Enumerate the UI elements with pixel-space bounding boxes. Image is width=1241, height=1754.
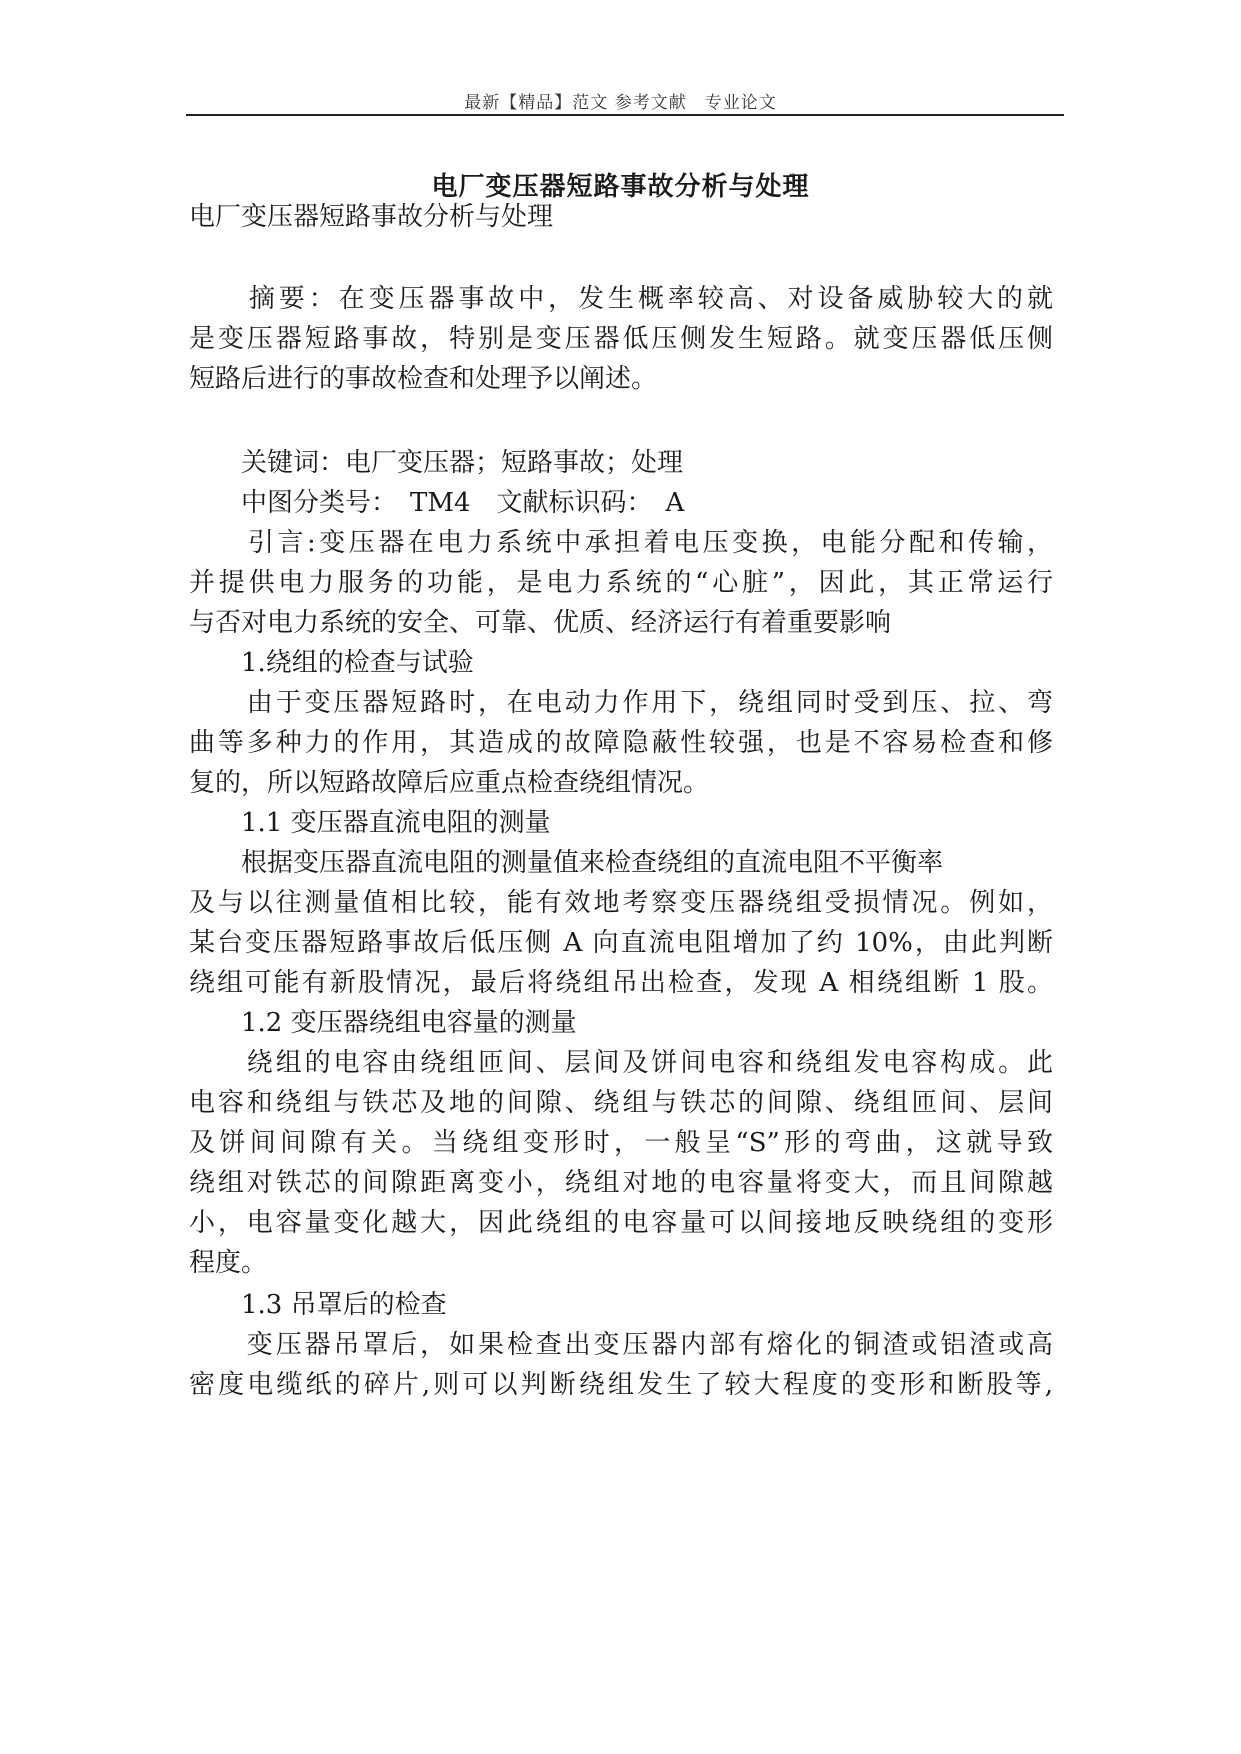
header-divider — [186, 114, 1064, 116]
body-line: 绕组的电容由绕组匝间、层间及饼间电容和绕组发电容构成。此 — [189, 1048, 1053, 1078]
body-line: 由于变压器短路时，在电动力作用下，绕组同时受到压、拉、弯 — [189, 688, 1053, 718]
body-line: 某台变压器短路事故后低压侧 A 向直流电阻增加了约 10%，由此判断 — [189, 928, 1053, 958]
section-heading: 1.绕组的检查与试验 — [189, 648, 474, 678]
body-line: 变压器吊罩后，如果检查出变压器内部有熔化的铜渣或铝渣或高 — [189, 1330, 1053, 1360]
body-line: 引言:变压器在电力系统中承担着电压变换，电能分配和传输， — [189, 528, 1053, 558]
keywords-line: 关键词：电厂变压器；短路事故；处理 — [189, 448, 684, 478]
body-line: 是变压器短路事故，特别是变压器低压侧发生短路。就变压器低压侧 — [189, 324, 1053, 354]
header-text: 最新【精品】范文 参考文献 专业论文 — [464, 93, 777, 113]
body-line: 及与以往测量值相比较，能有效地考察变压器绕组受损情况。例如， — [189, 888, 1053, 918]
body-line: 复的，所以短路故障后应重点检查绕组情况。 — [189, 768, 710, 798]
body-line: 摘要：在变压器事故中，发生概率较高、对设备威胁较大的就 — [189, 284, 1053, 314]
section-heading: 1.3 吊罩后的检查 — [189, 1290, 447, 1320]
classification-line: 中图分类号： TM4 文献标识码： A — [189, 488, 685, 518]
body-line: 短路后进行的事故检查和处理予以阐述。 — [189, 364, 658, 394]
body-line: 程度。 — [189, 1248, 268, 1278]
body-line: 及饼间间隙有关。当绕组变形时，一般呈“S”形的弯曲，这就导致 — [189, 1128, 1053, 1158]
body-line: 与否对电力系统的安全、可靠、优质、经济运行有着重要影响 — [189, 608, 892, 638]
section-heading: 1.2 变压器绕组电容量的测量 — [189, 1008, 577, 1038]
section-heading: 1.1 变压器直流电阻的测量 — [189, 808, 551, 838]
subtitle-line: 电厂变压器短路事故分析与处理 — [189, 202, 554, 232]
document-title: 电厂变压器短路事故分析与处理 — [431, 172, 810, 202]
body-line: 绕组可能有新股情况，最后将绕组吊出检查，发现 A 相绕组断 1 股。 — [189, 968, 1053, 998]
body-line: 绕组对铁芯的间隙距离变小，绕组对地的电容量将变大，而且间隙越 — [189, 1168, 1053, 1198]
body-line: 密度电缆纸的碎片,则可以判断绕组发生了较大程度的变形和断股等, — [189, 1370, 1053, 1400]
body-line: 曲等多种力的作用，其造成的故障隐蔽性较强，也是不容易检查和修 — [189, 728, 1053, 758]
body-line: 电容和绕组与铁芯及地的间隙、绕组与铁芯的间隙、绕组匝间、层间 — [189, 1088, 1053, 1118]
body-line: 并提供电力服务的功能，是电力系统的“心脏”，因此，其正常运行 — [189, 568, 1053, 598]
body-line: 小，电容量变化越大，因此绕组的电容量可以间接地反映绕组的变形 — [189, 1208, 1053, 1238]
body-line: 根据变压器直流电阻的测量值来检查绕组的直流电阻不平衡率 — [189, 848, 944, 878]
